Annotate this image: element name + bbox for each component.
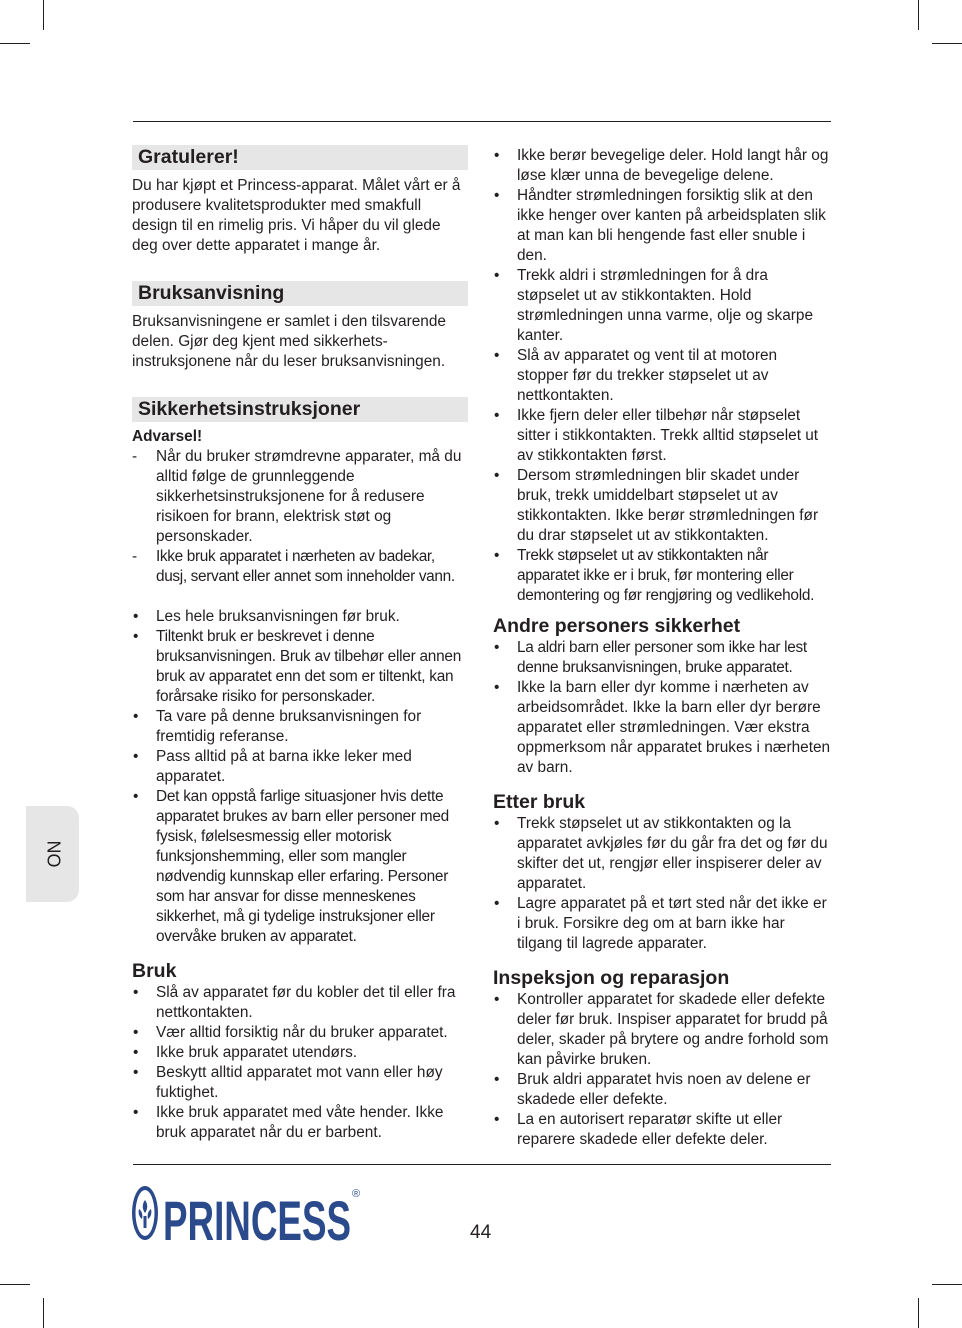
list-item: • Det kan oppstå farlige situasjoner hvis dette apparatet brukes av barn eller personer med fysisk, følelsesmessig eller motorisk funksjonshemming, eller som mangler nødvendig kunnskap eller erfaring. Personer som har ansvar for disse menneskenes sikkerhet, må gi tydelige instruksjoner eller overvåke bruken av apparatet. — [132, 787, 468, 947]
top-rule — [133, 121, 831, 122]
bottom-rule — [133, 1164, 831, 1165]
andre-list — [493, 638, 831, 778]
list-item: • Trekk støpselet ut av stikkontakten og la apparatet avkjøles før du går fra det og før du skifter det ut, rengjør eller inspiserer deler av apparatet. — [493, 814, 831, 894]
list-item: • Bruk aldri apparatet hvis noen av delene er skadede eller defekte. — [493, 1070, 831, 1110]
list-item: • Ta vare på denne bruksanvisningen for fremtidig referanse. — [132, 707, 468, 747]
list-item: • Trekk aldri i strømledningen for å dra støpselet ut av stikkontakten. Hold strømledningen unna varme, olje og skarpe kanter. — [493, 266, 831, 346]
warning-label: Advarsel! — [132, 428, 203, 445]
registered-mark: ® — [352, 1188, 361, 1200]
list-item: • Vær alltid forsiktig når du bruker apparatet. — [132, 1023, 468, 1043]
list-item: • Ikke fjern deler eller tilbehør når støpselet sitter i stikkontakten. Trekk alltid støpselet ut av stikkontakten først. — [493, 406, 831, 466]
list-item: • Ikke bruk apparatet utendørs. — [132, 1043, 468, 1063]
section-title-sikkerhet: Sikkerhetsinstruksjoner — [132, 397, 468, 422]
crop-mark — [0, 1284, 30, 1285]
list-item: • La aldri barn eller personer som ikke har lest denne bruksanvisningen, bruke apparatet. — [493, 638, 831, 678]
list-item: • Ikke bruk apparatet med våte hender. Ikke bruk apparatet når du er barbent. — [132, 1103, 468, 1143]
crop-mark — [932, 43, 962, 44]
list-item: • Ikke berør bevegelige deler. Hold langt hår og løse klær unna de bevegelige delene. — [493, 146, 831, 186]
bruk-list — [132, 983, 468, 1143]
list-item: - Ikke bruk apparatet i nærheten av badekar, dusj, servant eller annet som inneholder vann. — [132, 547, 468, 587]
list-item: • Kontroller apparatet for skadede eller defekte deler før bruk. Inspiser apparatet for brudd på deler, skader på brytere og andre forhold som kan påvirke bruken. — [493, 990, 831, 1070]
list-item: • Håndter strømledningen forsiktig slik at den ikke henger over kanten på arbeidsplaten slik at man kan bli hengende fast eller snuble i den. — [493, 186, 831, 266]
safety-list — [132, 607, 468, 947]
language-tab-label: NO — [43, 840, 63, 868]
inspeksjon-list — [493, 990, 831, 1150]
safety-list-continued — [493, 146, 831, 606]
left-column — [132, 140, 468, 1143]
crop-mark — [918, 0, 919, 30]
warning-list — [132, 447, 468, 587]
crop-mark — [0, 43, 30, 44]
crop-mark — [43, 1298, 44, 1328]
crop-mark — [918, 1298, 919, 1328]
section-title-inspeksjon: Inspeksjon og reparasjon — [493, 967, 730, 989]
list-item: • Les hele bruksanvisningen før bruk. — [132, 607, 468, 627]
list-item: • Trekk støpselet ut av stikkontakten når apparatet ikke er i bruk, før montering eller demontering og før rengjøring og vedlikehold. — [493, 546, 831, 606]
list-item: • La en autorisert reparatør skifte ut eller reparere skadede eller defekte deler. — [493, 1110, 831, 1150]
crop-mark — [932, 1284, 962, 1285]
list-item: • Slå av apparatet før du kobler det til eller fra nettkontakten. — [132, 983, 468, 1023]
section-title-andre: Andre personers sikkerhet — [493, 615, 741, 637]
etter-list — [493, 814, 831, 954]
section-title-gratulerer: Gratulerer! — [132, 145, 468, 170]
crop-mark — [43, 0, 44, 30]
section-title-etter: Etter bruk — [493, 791, 586, 813]
section-title-bruksanvisning: Bruksanvisning — [132, 281, 468, 306]
princess-logo — [130, 1183, 365, 1243]
list-item: • Slå av apparatet og vent til at motoren stopper før du trekker støpselet ut av nettkontakten. — [493, 346, 831, 406]
bruksanvisning-text: Bruksanvisningene er samlet i den tilsvarende delen. Gjør deg kjent med sikkerhets-instruksjonene når du leser bruksanvisningen. — [132, 313, 446, 370]
list-item: • Tiltenkt bruk er beskrevet i denne bruksanvisningen. Bruk av tilbehør eller annen bruk av apparatet enn det som er tiltenkt, kan forårsake risiko for personskader. — [132, 627, 468, 707]
list-item: • Beskytt alltid apparatet mot vann eller høy fuktighet. — [132, 1063, 468, 1103]
section-title-bruk: Bruk — [132, 960, 177, 982]
list-item: • Dersom strømledningen blir skadet under bruk, trekk umiddelbart støpselet ut av stikkontakten. Ikke berør strømledningen før du drar støpselet ut av stikkontakten. — [493, 466, 831, 546]
gratulerer-text: Du har kjøpt et Princess-apparat. Målet vårt er å produsere kvalitetsprodukter med smakfull design til en rimelig pris. Vi håper du vil glede deg over dette apparatet i mange år. — [132, 177, 461, 254]
logo-wordmark: PRINCESS — [163, 1189, 351, 1243]
list-item: • Pass alltid på at barna ikke leker med apparatet. — [132, 747, 468, 787]
list-item: • Lagre apparatet på et tørt sted når det ikke er i bruk. Forsikre deg om at barn ikke har tilgang til lagrede apparater. — [493, 894, 831, 954]
right-column — [493, 146, 831, 1150]
list-item: • Ikke la barn eller dyr komme i nærheten av arbeidsområdet. Ikke la barn eller dyr berøre apparatet eller strømledningen. Vær ekstra oppmerksom når apparatet brukes i nærheten av barn. — [493, 678, 831, 778]
crest-icon — [132, 1186, 158, 1240]
language-tab — [26, 806, 79, 902]
page-number: 44 — [470, 1222, 492, 1243]
list-item: - Når du bruker strømdrevne apparater, må du alltid følge de grunnleggende sikkerhetsinstruksjonene for å redusere risikoen for brann, elektrisk støt og personskader. — [132, 447, 468, 547]
